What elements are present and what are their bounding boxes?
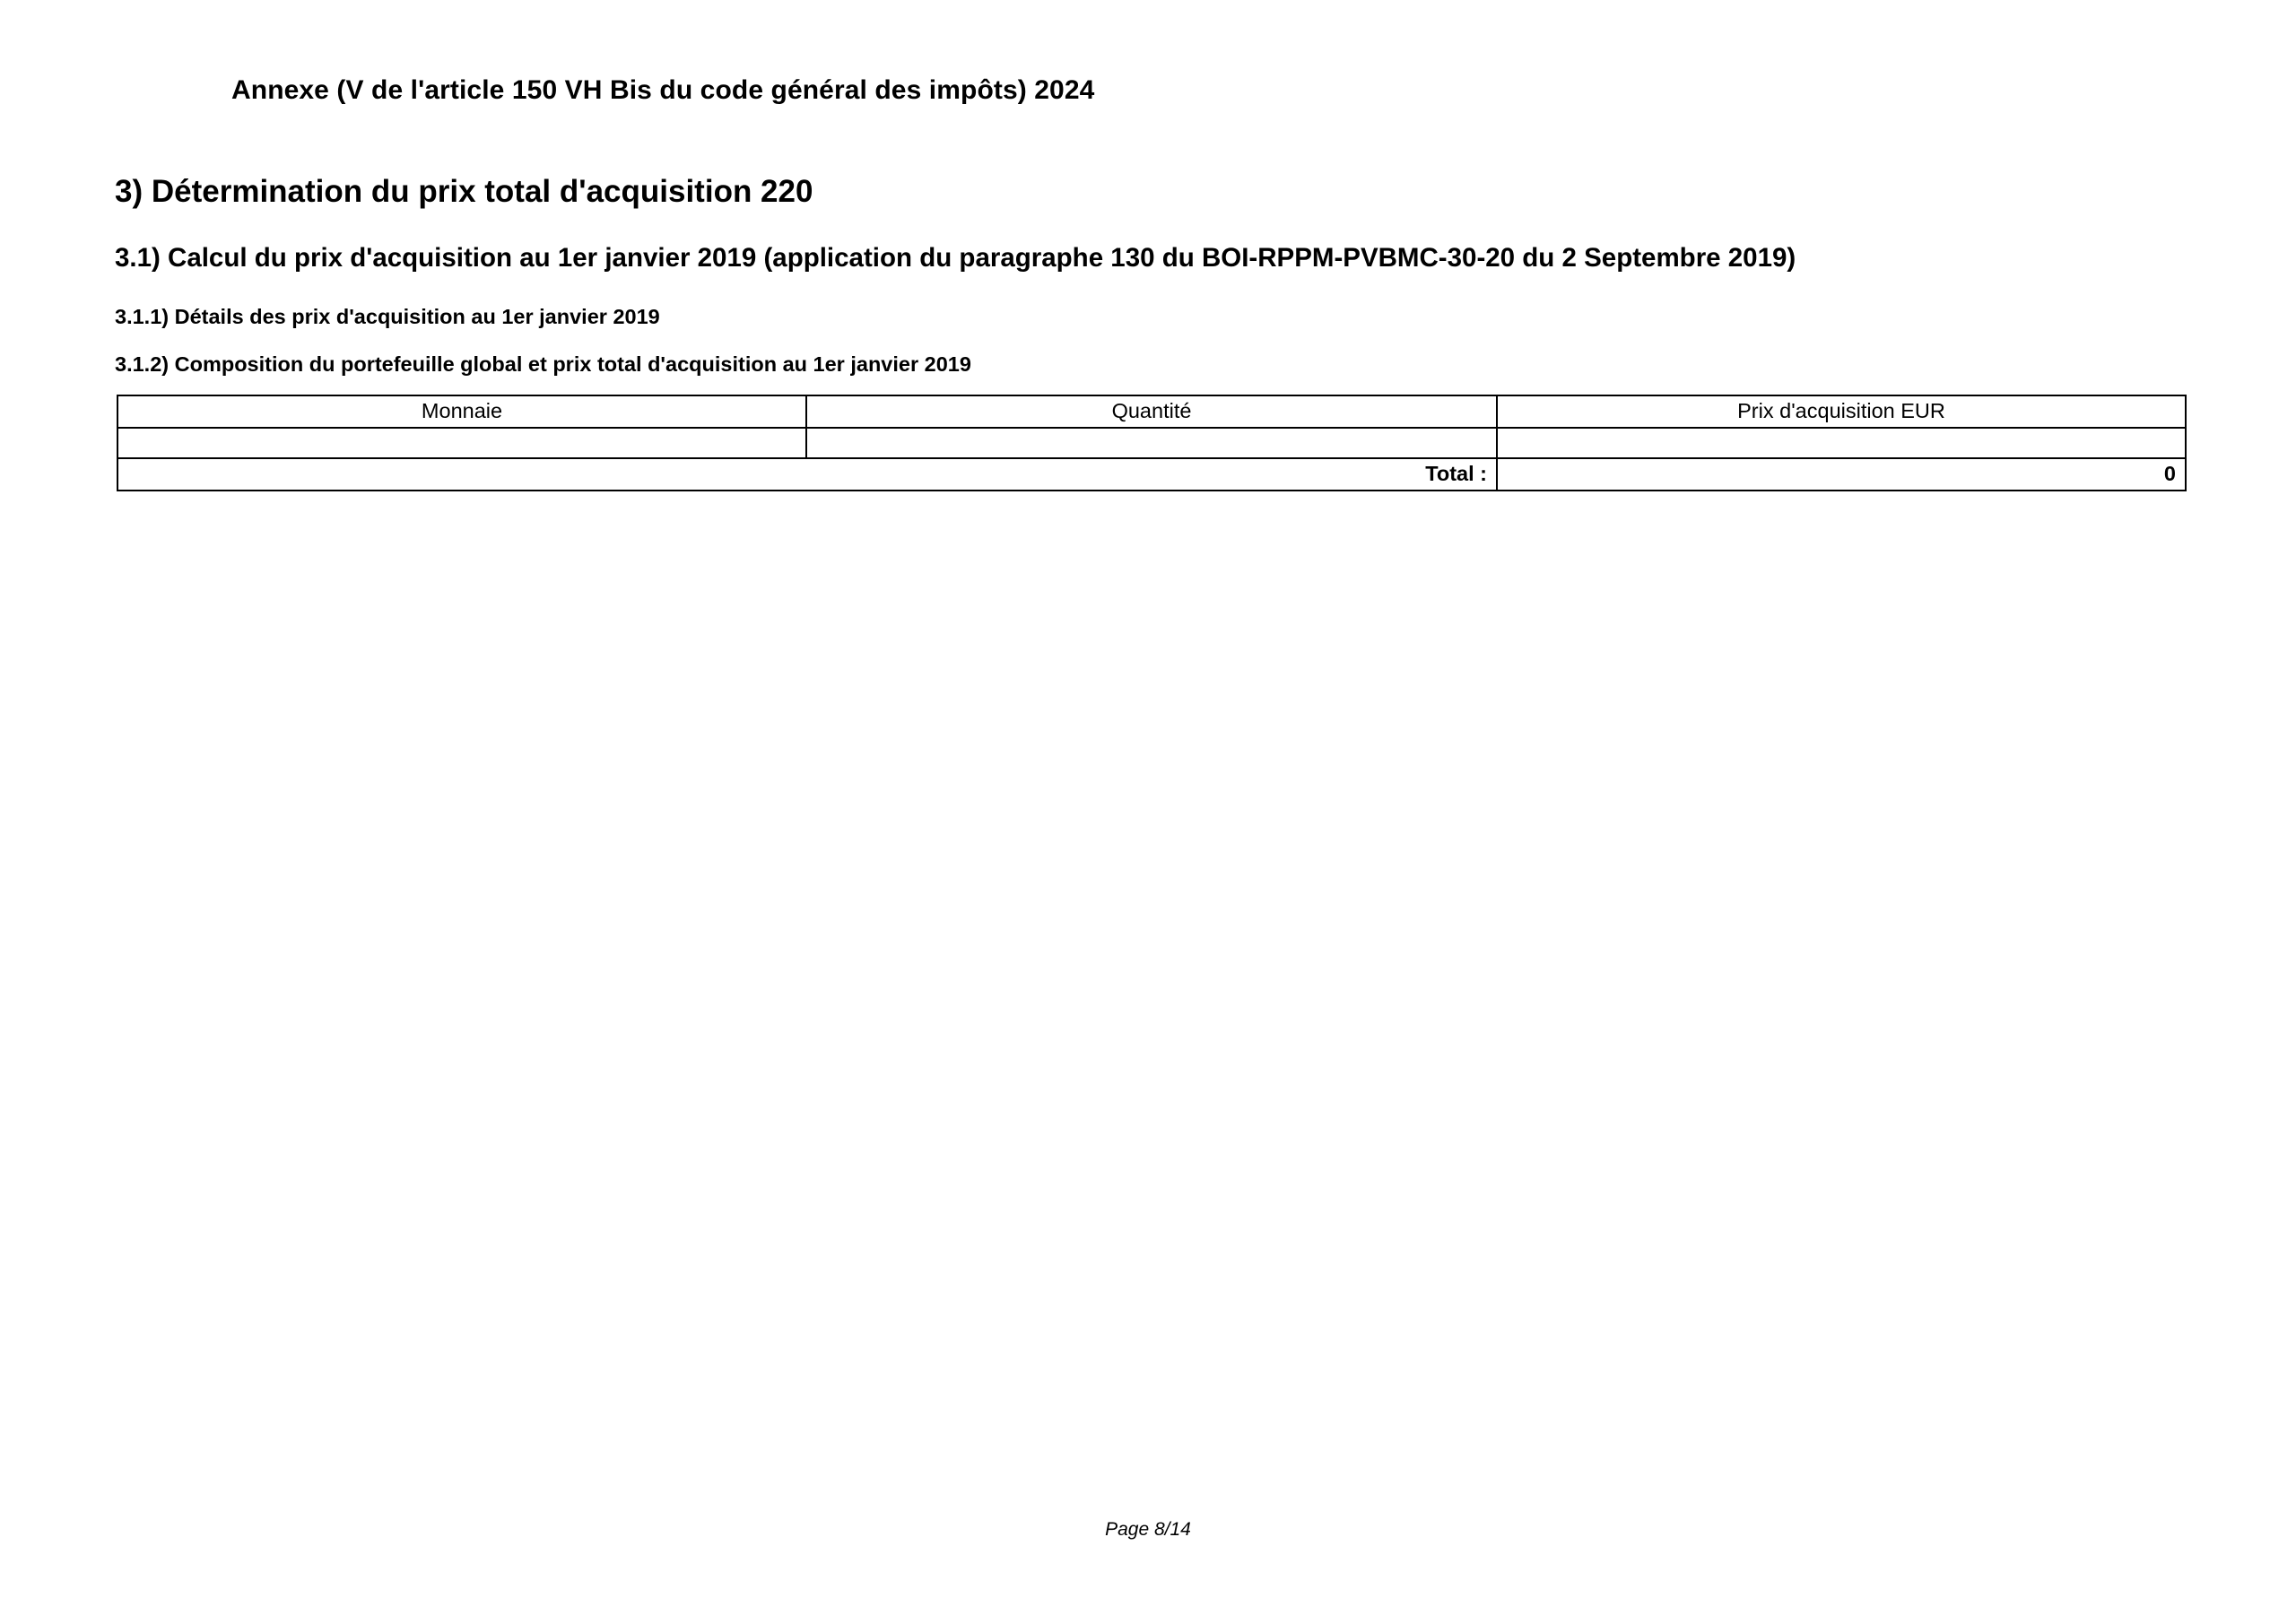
cell-monnaie bbox=[117, 428, 806, 458]
column-header-prix-acquisition: Prix d'acquisition EUR bbox=[1497, 395, 2186, 428]
section-title-3: 3) Détermination du prix total d'acquisition 220 bbox=[115, 174, 813, 209]
total-value: 0 bbox=[1497, 458, 2186, 491]
document-content bbox=[0, 0, 2296, 491]
table-row bbox=[117, 428, 2186, 458]
subsection-title-3-1-2: 3.1.2) Composition du portefeuille global et prix total d'acquisition au 1er janvier 2019 bbox=[115, 352, 971, 376]
portfolio-table bbox=[117, 395, 2187, 491]
page-footer: Page 8/14 bbox=[1105, 1519, 1191, 1540]
cell-prix-acquisition bbox=[1497, 428, 2186, 458]
column-header-quantite: Quantité bbox=[806, 395, 1497, 428]
document-header-title: Annexe (V de l'article 150 VH Bis du code général des impôts) 2024 bbox=[231, 75, 1095, 105]
cell-quantite bbox=[806, 428, 1497, 458]
subsection-title-3-1: 3.1) Calcul du prix d'acquisition au 1er janvier 2019 (application du paragraphe 130 du BOI-RPPM-PVBMC-30-20 du 2 Septembre 2019) bbox=[115, 243, 1796, 273]
table-header-row bbox=[117, 395, 2186, 428]
table-total-row bbox=[117, 458, 2186, 491]
column-header-monnaie: Monnaie bbox=[117, 395, 806, 428]
total-label: Total : bbox=[117, 458, 1497, 491]
subsection-title-3-1-1: 3.1.1) Détails des prix d'acquisition au 1er janvier 2019 bbox=[115, 304, 660, 328]
